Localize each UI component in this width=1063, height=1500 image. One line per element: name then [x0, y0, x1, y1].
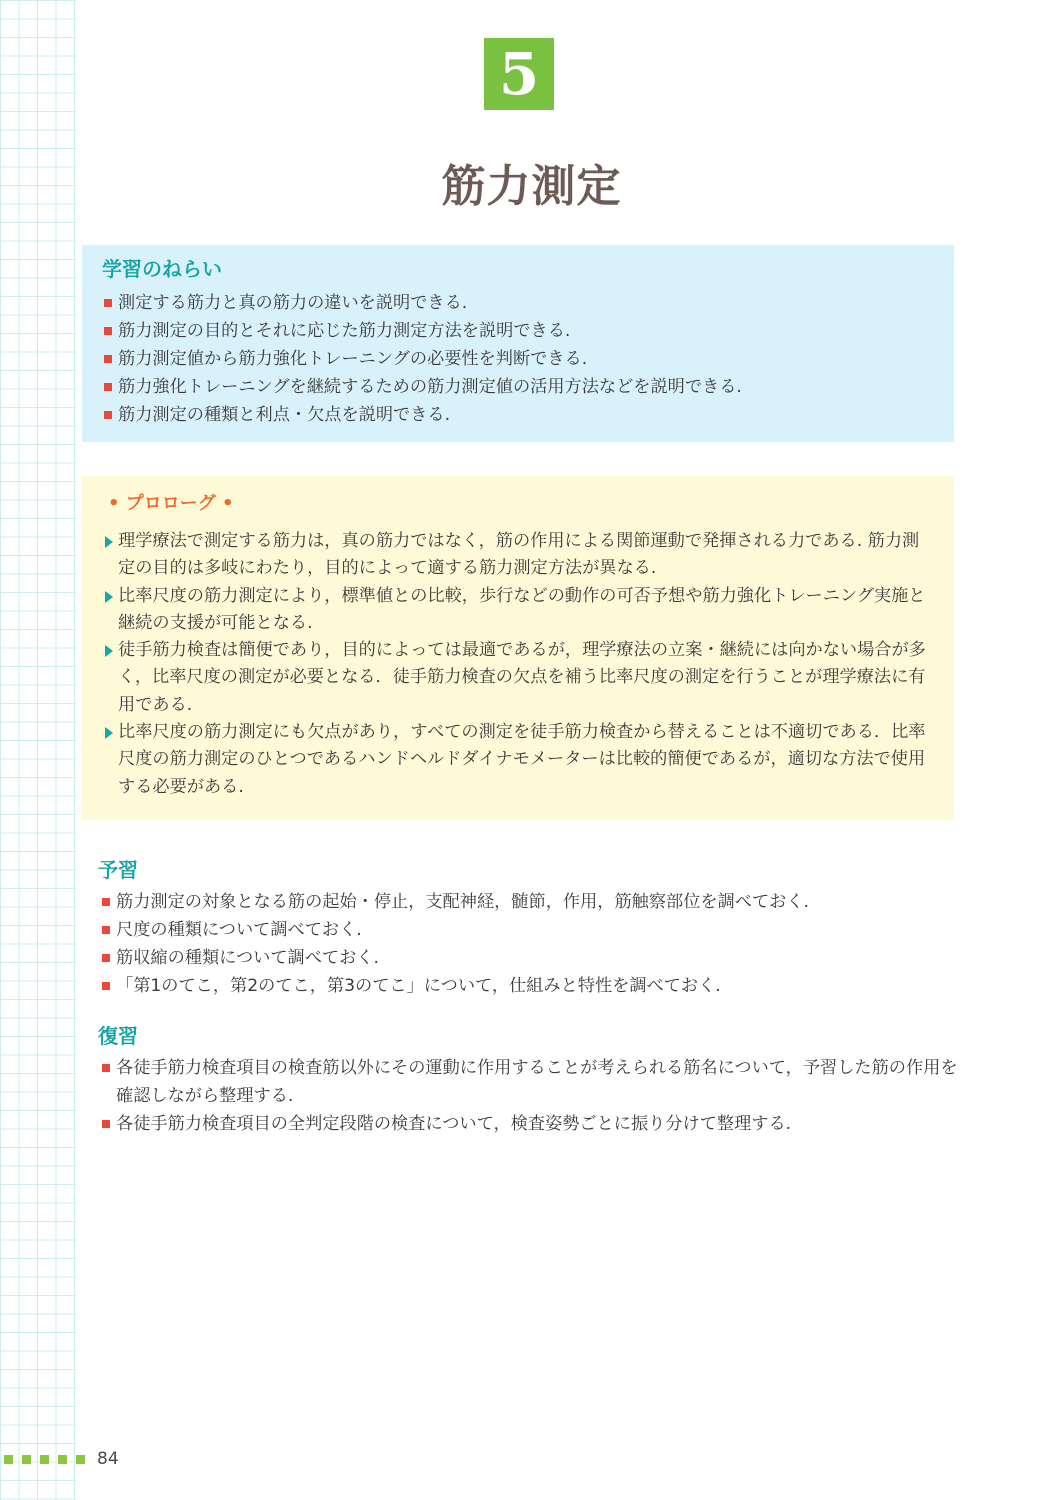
- footer-square-icon: [76, 1455, 85, 1464]
- list-item: 筋力測定値から筋力強化トレーニングの必要性を判断できる.: [102, 345, 936, 373]
- page-footer: [0, 1444, 200, 1474]
- footer-square-icon: [40, 1455, 49, 1464]
- list-item: 尺度の種類について調べておく.: [100, 916, 960, 944]
- footer-square-icon: [58, 1455, 67, 1464]
- square-bullet-icon: [104, 411, 112, 419]
- square-bullet-icon: [102, 1064, 110, 1072]
- list-item: 各徒手筋力検査項目の全判定段階の検査について，検査姿勢ごとに振り分けて整理する.: [100, 1110, 960, 1138]
- square-bullet-icon: [104, 299, 112, 307]
- triangle-bullet-icon: [105, 645, 113, 657]
- square-bullet-icon: [102, 898, 110, 906]
- square-bullet-icon: [104, 327, 112, 335]
- review-heading: 復習: [98, 1024, 138, 1048]
- learning-goals-list: [102, 289, 936, 429]
- learning-goals-heading: 学習のねらい: [102, 257, 222, 281]
- list-item: 比率尺度の筋力測定により，標準値との比較，歩行などの動作の可否予想や筋力強化トレーニング実施と継続の支援が可能となる.: [102, 583, 936, 638]
- list-item: 理学療法で測定する筋力は，真の筋力ではなく，筋の作用による関節運動で発揮される力である. 筋力測定の目的は多岐にわたり，目的によって適する筋力測定方法が異なる.: [102, 528, 936, 583]
- footer-square-icon: [4, 1455, 13, 1464]
- square-bullet-icon: [102, 954, 110, 962]
- list-item: 筋力強化トレーニングを継続するための筋力測定値の活用方法などを説明できる.: [102, 373, 936, 401]
- review-section: [100, 1024, 960, 1138]
- preparation-list: [100, 888, 960, 1000]
- list-item: 筋力測定の種類と利点・欠点を説明できる.: [102, 401, 936, 429]
- page-number: 84: [97, 1449, 119, 1469]
- list-item: 筋力測定の対象となる筋の起始・停止，支配神経，髄節，作用，筋触察部位を調べておく.: [100, 888, 960, 916]
- prologue-list: [102, 528, 936, 801]
- square-bullet-icon: [102, 1120, 110, 1128]
- square-bullet-icon: [102, 982, 110, 990]
- preparation-section: [100, 858, 960, 1000]
- list-item: 筋力測定の目的とそれに応じた筋力測定方法を説明できる.: [102, 317, 936, 345]
- list-item: 筋収縮の種類について調べておく.: [100, 944, 960, 972]
- learning-goals-box: [82, 245, 954, 442]
- square-bullet-icon: [104, 355, 112, 363]
- footer-square-icon: [22, 1455, 31, 1464]
- triangle-bullet-icon: [105, 536, 113, 548]
- chapter-number-badge: [484, 38, 554, 110]
- list-item: 測定する筋力と真の筋力の違いを説明できる.: [102, 289, 936, 317]
- list-item: 徒手筋力検査は簡便であり，目的によっては最適であるが，理学療法の立案・継続には向かない場合が多く，比率尺度の測定が必要となる．徒手筋力検査の欠点を補う比率尺度の測定を行うことが理学療法に有用である.: [102, 637, 936, 719]
- preparation-heading: 予習: [98, 858, 138, 882]
- grid-margin-decoration: [0, 0, 76, 1500]
- square-bullet-icon: [102, 926, 110, 934]
- square-bullet-icon: [104, 383, 112, 391]
- triangle-bullet-icon: [105, 727, 113, 739]
- prologue-box: [82, 476, 954, 820]
- list-item: 各徒手筋力検査項目の検査筋以外にその運動に作用することが考えられる筋名について，予習した筋の作用を確認しながら整理する.: [100, 1054, 960, 1110]
- list-item: 「第1のてこ，第2のてこ，第3のてこ」について，仕組みと特性を調べておく.: [100, 972, 960, 1000]
- chapter-title: 筋力測定: [441, 161, 622, 212]
- triangle-bullet-icon: [105, 591, 113, 603]
- review-list: [100, 1054, 960, 1138]
- prologue-heading: • プロローグ •: [108, 493, 234, 514]
- list-item: 比率尺度の筋力測定にも欠点があり，すべての測定を徒手筋力検査から替えることは不適切である．比率尺度の筋力測定のひとつであるハンドヘルドダイナモメーターは比較的簡便であるが，適切な方法で使用する必要がある.: [102, 719, 936, 801]
- chapter-number: 5: [498, 40, 540, 108]
